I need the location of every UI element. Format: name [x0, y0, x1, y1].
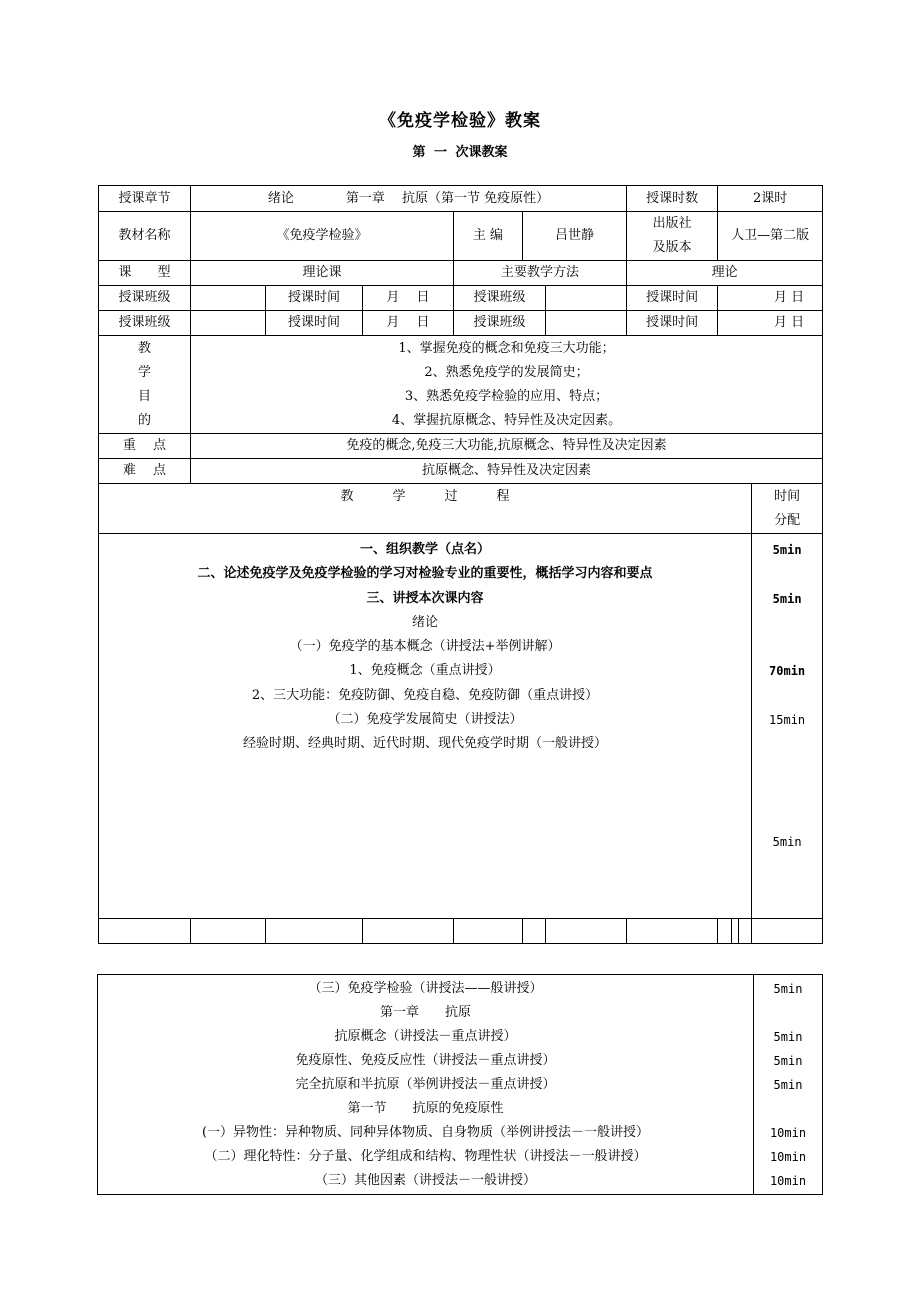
- process-line: 三、讲授本次课内容: [366, 590, 484, 606]
- objectives-list: [191, 336, 823, 434]
- continuation-time: [754, 1001, 822, 1025]
- continuation-line: （三）免疫学检验（讲授法——般讲授）: [308, 981, 543, 996]
- process-line: 一、组织教学（点名）: [360, 542, 491, 557]
- process-line: （一）免疫学的基本概念（讲授法+举例讲解）: [289, 639, 561, 655]
- empty-cell: [546, 919, 627, 944]
- class-value-3[interactable]: [191, 311, 266, 336]
- empty-cell: [732, 919, 739, 944]
- process-line: 经验时期、经典时期、近代时期、现代免疫学时期（一般讲授）: [243, 736, 608, 752]
- time-value: 15min: [769, 713, 806, 728]
- objective-item: 1、掌握免疫的概念和免疫三大功能；: [398, 340, 615, 356]
- publisher-label-line2: 及版本: [652, 240, 692, 255]
- continuation-time: 5min: [773, 1030, 803, 1044]
- difficult-points-value: 抗原概念、特异性及决定因素: [191, 459, 823, 484]
- time-header-line1: 时间: [774, 488, 801, 504]
- time-value: 5min: [772, 543, 802, 557]
- empty-cell: [752, 919, 823, 944]
- continuation-time: 5min: [773, 1078, 803, 1092]
- objectives-label: [99, 336, 191, 434]
- time-header-line2: 分配: [774, 512, 801, 528]
- time-allocation-header: [752, 484, 823, 534]
- process-line: （二）免疫学发展简史（讲授法）: [327, 712, 523, 728]
- continuation-line: (一）异物性：异种物质、同种异体物质、自身物质（举例讲授法－一般讲授）: [201, 1125, 650, 1140]
- empty-cell: [99, 919, 191, 944]
- continuation-times: [754, 975, 823, 1195]
- difficult-points-label: 难 点: [99, 459, 191, 484]
- empty-cell: [627, 919, 718, 944]
- continuation-line: 完全抗原和半抗原（举例讲授法－重点讲授）: [295, 1077, 556, 1092]
- time-label-3: 授课时间: [266, 311, 363, 336]
- continuation-line: 免疫原性、免疫反应性（讲授法－重点讲授）: [295, 1053, 556, 1068]
- continuation-content: [98, 975, 754, 1195]
- date-value-3: 月 日: [363, 311, 454, 336]
- method-value: 理论: [627, 261, 823, 286]
- objective-item: 4、掌握抗原概念、特异性及决定因素。: [391, 412, 622, 428]
- class-value-4[interactable]: [546, 311, 627, 336]
- textbook-label: 教材名称: [99, 212, 191, 261]
- empty-cell: [718, 919, 732, 944]
- lesson-plan-table: [98, 185, 823, 944]
- class-value-1[interactable]: [191, 286, 266, 311]
- document-title: 《免疫学检验》教案: [379, 111, 541, 131]
- empty-cell: [191, 919, 266, 944]
- continuation-time: 10min: [769, 1150, 807, 1164]
- process-line: 二、论述免疫学及免疫学检验的学习对检验专业的重要性，概括学习内容和要点: [197, 566, 653, 582]
- chapter-value: 绪论 第一章 抗原（第一节 免疫原性）: [191, 186, 627, 212]
- objectives-label-char: 的: [137, 412, 151, 428]
- objectives-label-char: 教: [137, 340, 151, 356]
- key-points-value: 免疫的概念,免疫三大功能,抗原概念、特异性及决定因素: [191, 434, 823, 459]
- continuation-time: 10min: [769, 1174, 807, 1188]
- publisher-label: [627, 212, 718, 261]
- publisher-value: 人卫—第二版: [718, 212, 823, 261]
- time-value: 5min: [772, 591, 802, 606]
- time-label-2: 授课时间: [627, 286, 718, 311]
- continuation-line: （三）其他因素（讲授法－一般讲授）: [314, 1173, 536, 1188]
- hours-value: 2课时: [718, 186, 823, 212]
- date-value-2: 月 日: [718, 286, 823, 311]
- continuation-line: （二）理化特性：分子量、化学组成和结构、物理性状（讲授法－一般讲授）: [204, 1149, 647, 1164]
- objectives-label-char: 目: [137, 388, 151, 404]
- continuation-line: 第一章 抗原: [379, 1005, 471, 1020]
- process-content: [99, 534, 752, 919]
- class-label-4: 授课班级: [454, 311, 546, 336]
- empty-cell: [739, 919, 752, 944]
- continuation-table: [97, 974, 823, 1195]
- time-label-4: 授课时间: [627, 311, 718, 336]
- process-header: 教 学 过 程: [99, 484, 752, 534]
- key-points-label: 重 点: [99, 434, 191, 459]
- continuation-time: 5min: [773, 982, 803, 996]
- editor-label: 主 编: [454, 212, 523, 261]
- process-line: 2、三大功能：免疫防御、免疫自稳、免疫防御（重点讲授）: [251, 687, 599, 703]
- course-type-label: 课 型: [99, 261, 191, 286]
- continuation-line: 第一节 抗原的免疫原性: [347, 1101, 504, 1116]
- continuation-time: 5min: [773, 1054, 803, 1068]
- continuation-line: 抗原概念（讲授法－重点讲授）: [334, 1029, 517, 1044]
- continuation-time: [754, 1097, 822, 1121]
- class-value-2[interactable]: [546, 286, 627, 311]
- empty-cell: [454, 919, 523, 944]
- empty-cell: [523, 919, 546, 944]
- textbook-value: 《免疫学检验》: [191, 212, 454, 261]
- objective-item: 2、熟悉免疫学的发展简史；: [424, 364, 589, 380]
- class-label-3: 授课班级: [99, 311, 191, 336]
- course-type-value: 理论课: [191, 261, 454, 286]
- continuation-time: 10min: [769, 1126, 807, 1140]
- empty-cell: [363, 919, 454, 944]
- hours-label: 授课时数: [627, 186, 718, 212]
- process-times: [752, 534, 823, 919]
- time-value: 5min: [772, 834, 802, 849]
- class-label-1: 授课班级: [99, 286, 191, 311]
- editor-value: 吕世静: [523, 212, 627, 261]
- empty-cell: [266, 919, 363, 944]
- chapter-label: 授课章节: [99, 186, 191, 212]
- time-value: 70min: [769, 664, 806, 679]
- class-label-2: 授课班级: [454, 286, 546, 311]
- date-value-1: 月 日: [363, 286, 454, 311]
- date-value-4: 月 日: [718, 311, 823, 336]
- time-label-1: 授课时间: [266, 286, 363, 311]
- process-line: 1、免疫概念（重点讲授）: [349, 663, 501, 679]
- document-subtitle: 第 一 次课教案: [412, 145, 508, 160]
- method-label: 主要教学方法: [454, 261, 627, 286]
- process-line: 绪论: [412, 614, 439, 630]
- objective-item: 3、熟悉免疫学检验的应用、特点；: [404, 388, 609, 404]
- objectives-label-char: 学: [137, 364, 151, 380]
- publisher-label-line1: 出版社: [652, 216, 692, 231]
